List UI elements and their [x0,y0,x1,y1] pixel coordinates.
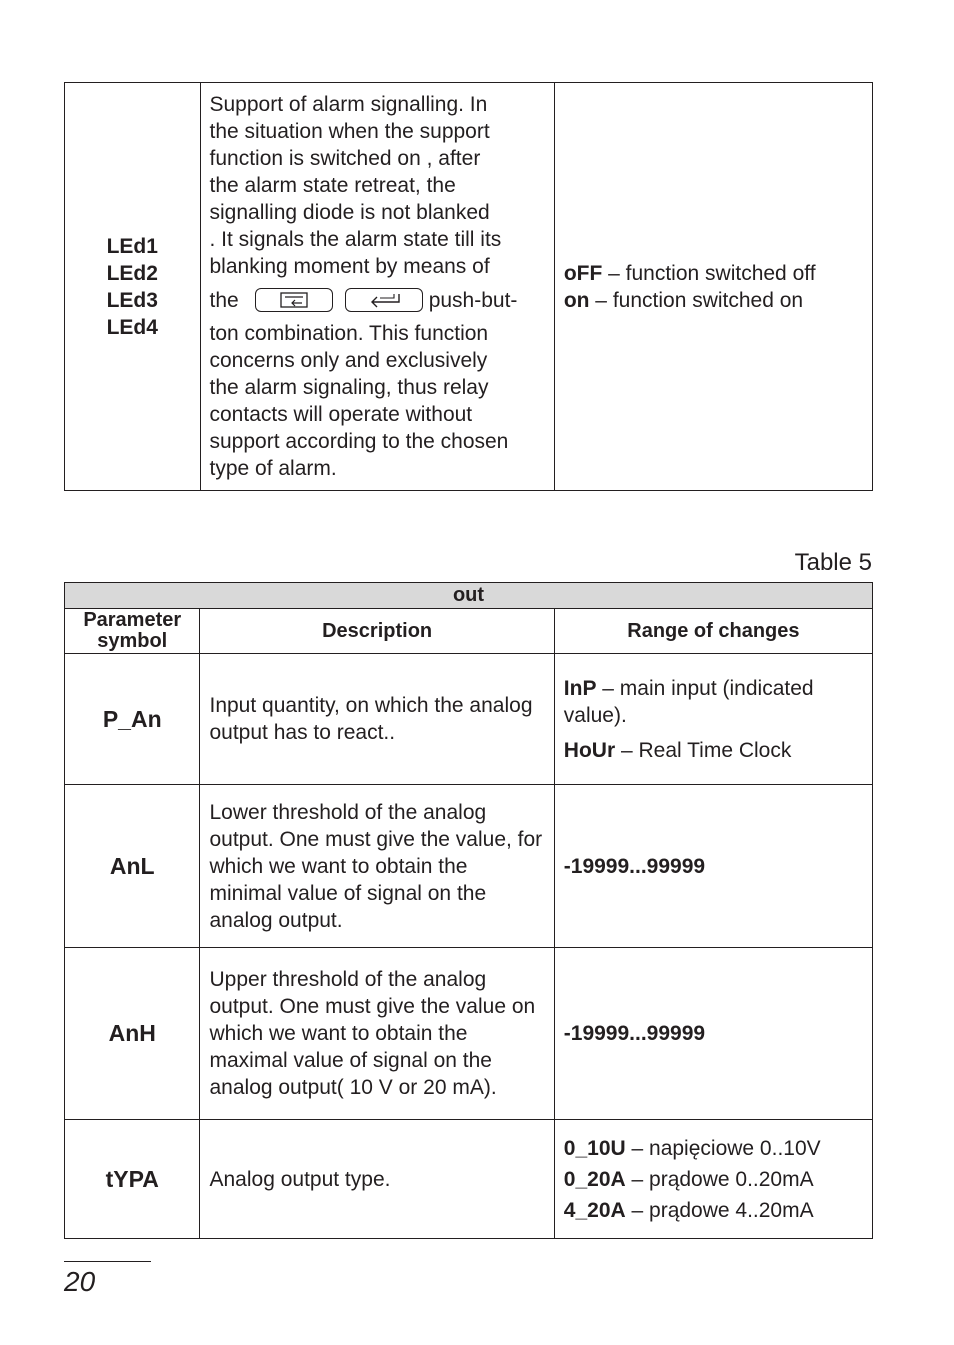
parameter-range [554,654,872,785]
footer-divider [64,1261,151,1262]
led-symbols-cell [65,83,201,491]
range-text: – function switched on [589,288,804,312]
description-line: contacts will operate without [209,403,473,426]
description-line: the situation when the support [209,120,490,143]
description-line: blanking moment by means of [209,255,490,278]
parameter-symbol: AnL [65,785,200,948]
parameter-symbol: tYPA [65,1120,200,1239]
parameter-symbol: LEd1 [106,234,158,258]
parameter-description: Input quantity, on which the analog output has to react.. [200,654,554,785]
switch-key-icon [255,288,333,312]
parameter-description: Upper threshold of the analog output. One must give the value on which we want to obtain the maximal value of signal on the analog output( 10 V or 20 mA). [200,948,554,1120]
parameter-symbol: P_An [65,654,200,785]
analog-output-table [64,582,873,1239]
range-text: – prądowe 4..20mA [625,1198,814,1222]
range-text: – main input (indicated value). [563,676,814,727]
table-row [65,83,873,491]
header-row [65,609,873,654]
page-number: 20 [64,1266,96,1297]
description-line: support according to the chosen [209,430,509,453]
description-text: the [209,288,239,312]
range-text: – napięciowe 0..10V [625,1136,821,1160]
parameter-symbol: LEd2 [106,261,158,285]
range-code: InP [563,676,597,700]
range-option [564,737,863,764]
description-text: push-but- [428,288,518,312]
parameter-description: Analog output type. [200,1120,554,1239]
parameter-symbol: LEd3 [106,288,158,312]
range-text: – prądowe 0..20mA [625,1167,814,1191]
range-option [564,1197,863,1224]
parameter-symbol: LEd4 [106,315,158,339]
range-option [564,287,863,314]
parameter-range [554,948,872,1120]
table-row [65,785,873,948]
description-line: Support of alarm signalling. In [209,93,488,116]
range-code: 4_20A [563,1198,626,1222]
description-line: signalling diode is not blanked [209,201,490,224]
table-row [65,948,873,1120]
table-row [65,654,873,785]
range-code: on [563,288,590,312]
led-range-cell [554,83,872,491]
parameter-range [554,785,872,948]
parameter-description: Lower threshold of the analog output. One must give the value, for which we want to obtain the minimal value of signal on the analog output. [200,785,554,948]
description-line: the alarm state retreat, the [209,174,456,197]
description-line: function is switched on , after [209,147,481,170]
range-text: – function switched off [602,261,816,285]
column-header-description: Description [200,609,554,654]
button-combination-line [210,280,544,320]
description-line: . It signals the alarm state till its [209,228,502,251]
range-option [564,260,863,287]
description-line: concerns only and exclusively [209,349,488,372]
description-line: the alarm signaling, thus relay [209,376,489,399]
range-code: HoUr [563,738,616,762]
table-row [65,1120,873,1239]
parameter-range [554,1120,872,1239]
range-code: 0_20A [563,1167,626,1191]
column-header-symbol: Parameter symbol [65,609,200,654]
range-text: – Real Time Clock [615,738,792,762]
range-option [564,675,863,729]
enter-key-icon [345,288,423,312]
description-line: type of alarm. [209,457,337,480]
range-option [564,1166,863,1193]
description-line: ton combination. This function [209,322,489,345]
range-option [564,1135,863,1162]
parameter-symbol: AnH [65,948,200,1120]
group-header: out [65,583,873,609]
led-parameters-table [64,82,873,491]
led-description-cell [200,83,554,491]
range-code: 0_10U [563,1136,626,1160]
column-header-range: Range of changes [554,609,872,654]
range-value: -19999...99999 [563,854,706,878]
table-caption: Table 5 [794,549,872,576]
range-code: oFF [563,261,603,285]
range-value: -19999...99999 [563,1022,706,1045]
